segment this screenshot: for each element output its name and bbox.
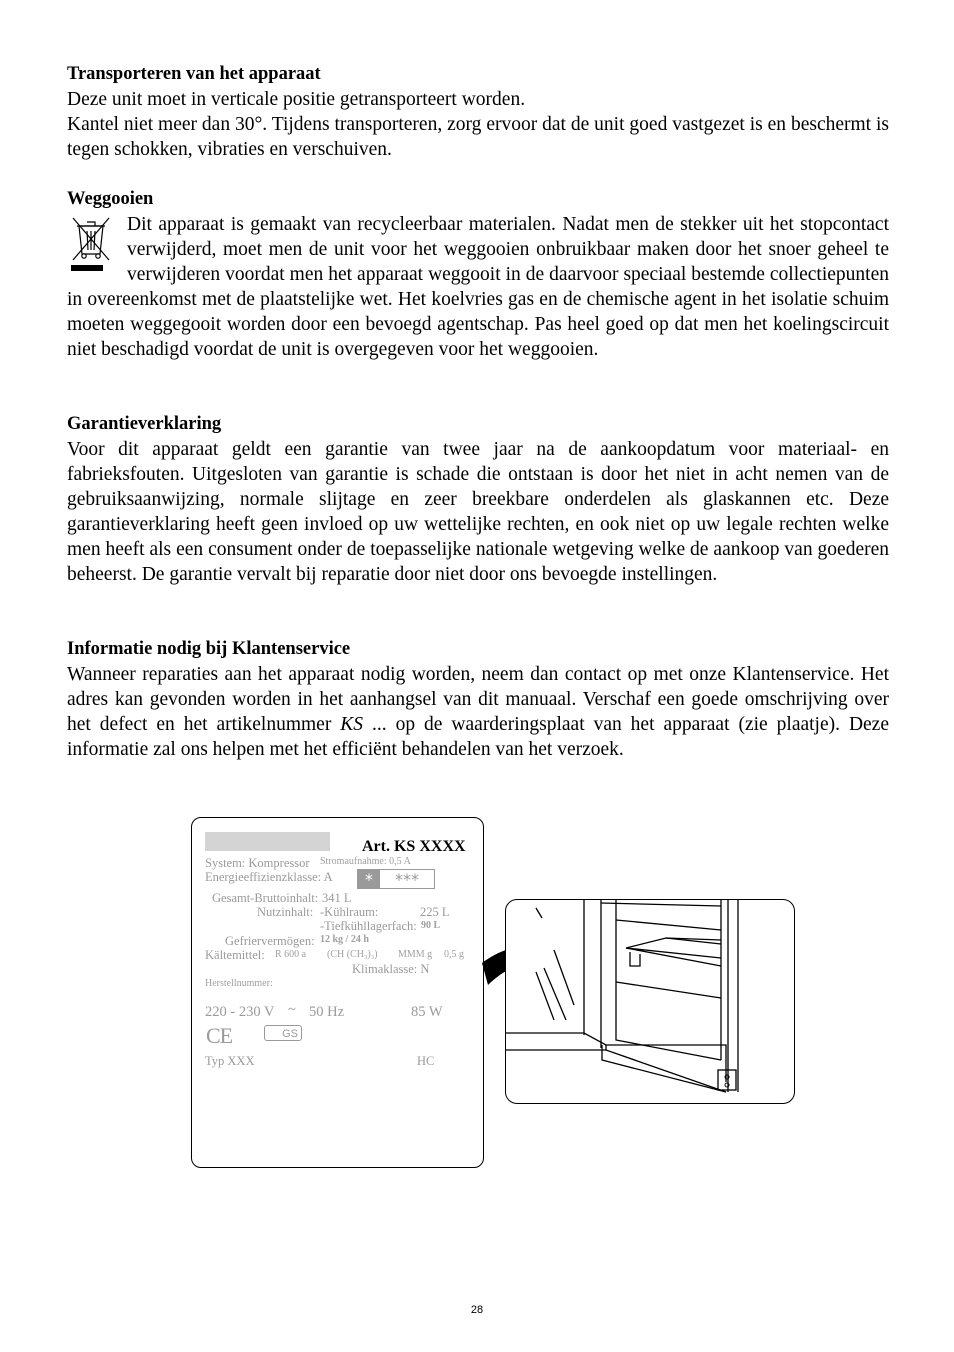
fridge-illustration bbox=[505, 899, 795, 1104]
plate-freeze-capacity-label: Gefriervermögen: bbox=[225, 934, 315, 948]
plate-serial-number: Herstellnummer: bbox=[205, 978, 273, 989]
transport-line-2: Kantel niet meer dan 30°. Tijdens transporteren, zorg ervoor dat de unit goed vastgezet is en beschermt is tegen schokken, vibraties en verschuiven. bbox=[67, 114, 889, 160]
plate-net-label: Nutzinhalt: bbox=[257, 905, 314, 919]
section-service bbox=[67, 637, 889, 762]
plate-energy-class: Energieeffizienzklasse: A bbox=[205, 870, 333, 884]
plate-type: Typ XXX bbox=[205, 1054, 255, 1068]
plate-article: Art. KS XXXX bbox=[362, 838, 466, 855]
heading-disposal: Weggooien bbox=[67, 189, 154, 209]
gs-mark: GS bbox=[264, 1025, 302, 1041]
plate-climate-class: Klimaklasse: N bbox=[352, 962, 430, 976]
plate-system: System: Kompressor bbox=[205, 856, 310, 870]
plate-hc: HC bbox=[417, 1054, 435, 1068]
plate-gross-value: 341 L bbox=[322, 891, 352, 905]
svg-text:***: *** bbox=[395, 870, 419, 889]
plate-freezer-value: 90 L bbox=[421, 920, 441, 931]
plate-freezer-label: -Tiefkühllagerfach: bbox=[320, 919, 417, 933]
plate-tilde-symbol: ~ bbox=[288, 1002, 296, 1018]
crossed-out-wheelie-bin-icon bbox=[67, 214, 115, 272]
heading-service: Informatie nodig bij Klantenservice bbox=[67, 639, 351, 659]
article-code: KS bbox=[340, 714, 364, 735]
service-text-part-1: Wanneer reparaties aan het apparaat nodig worden, neem dan contact op met onze Klantenservice. Het adres kan gevonden worden in het aanhangsel van dit manuaal. Verschaf een goede omschrijving over het defect en het artikelnummer bbox=[67, 664, 889, 735]
plate-refrigerant-formula: (CH (CH₃)₃) bbox=[327, 949, 378, 960]
plate-cool-value: 225 L bbox=[420, 905, 450, 919]
warranty-text: Voor dit apparaat geldt een garantie van twee jaar na de aankoopdatum voor materiaal- en fabrieksfouten. Uitgesloten van garantie is schade die ontstaan is door het niet in acht nemen van de gebruiksaanwijzing, normale slijtage en zeer breekbare onderdelen als glaskannen etc. Deze garantieverklaring heeft geen invloed op uw wettelijke rechten, en ook niet op uw legale rechten welke men heeft als een consument onder de toepasselijke nationale wetgeving welke de aankoop van goederen beheerst. De garantie vervalt bij reparatie door niet door ons bevoegde instellingen. bbox=[67, 439, 889, 585]
plate-cool-label: -Kühlraum: bbox=[320, 905, 379, 919]
plate-current: Stromaufnahme: 0,5 A bbox=[320, 856, 411, 867]
plate-refrigerant-label: Kältemittel: bbox=[205, 948, 265, 962]
page-number: 28 bbox=[470, 1304, 484, 1316]
plate-refrigerant-value: R 600 a bbox=[275, 949, 307, 960]
service-text bbox=[67, 662, 889, 762]
plate-gross-label: Gesamt-Bruttoinhalt: bbox=[212, 891, 319, 905]
plate-freeze-capacity-value: 12 kg / 24 h bbox=[320, 934, 369, 945]
plate-voltage: 220 - 230 V bbox=[205, 1004, 275, 1020]
plate-mmm-value: 0,5 g bbox=[444, 949, 464, 960]
plate-header-bar bbox=[205, 832, 330, 851]
section-transport bbox=[67, 62, 889, 162]
transport-line-1: Deze unit moet in verticale positie getransporteert worden. bbox=[67, 89, 526, 110]
section-disposal bbox=[67, 187, 889, 362]
ce-mark: CE bbox=[206, 1023, 233, 1048]
section-warranty bbox=[67, 412, 889, 587]
service-text-part-2: ... op de waarderingsplaat van het apparaat (zie plaatje). Deze informatie zal ons helpen met het efficiënt behandelen van het verzoek. bbox=[67, 714, 889, 760]
plate-frequency: 50 Hz bbox=[309, 1004, 345, 1020]
plate-mmm-label: MMM g bbox=[398, 949, 433, 960]
heading-warranty: Garantieverklaring bbox=[67, 414, 222, 434]
disposal-text: Dit apparaat is gemaakt van recycleerbaar materialen. Nadat men de stekker uit het stopcontact verwijderd, moet men de unit voor het weggooien onbruikbaar maken door het snoer geheel te verwijderen voordat men het apparaat weggooit in de daarvoor speciaal bestemde collectiepunten in overeenkomst met de plaatstelijke wet. Het koelvries gas en de chemische agent in het isolatie schuim moeten weggegooit worden door een bevoegd agentschap. Pas heel goed op dat men het koelingscircuit niet beschadigd voordat de unit is overgegeven voor het weggooien. bbox=[67, 214, 889, 360]
plate-power: 85 W bbox=[411, 1004, 443, 1020]
heading-transport: Transporteren van het apparaat bbox=[67, 64, 321, 84]
open-fridge-icon bbox=[506, 900, 795, 1104]
rating-plate bbox=[191, 817, 484, 1168]
svg-text:*: * bbox=[365, 870, 373, 889]
four-star-freezer-icon bbox=[357, 869, 435, 889]
